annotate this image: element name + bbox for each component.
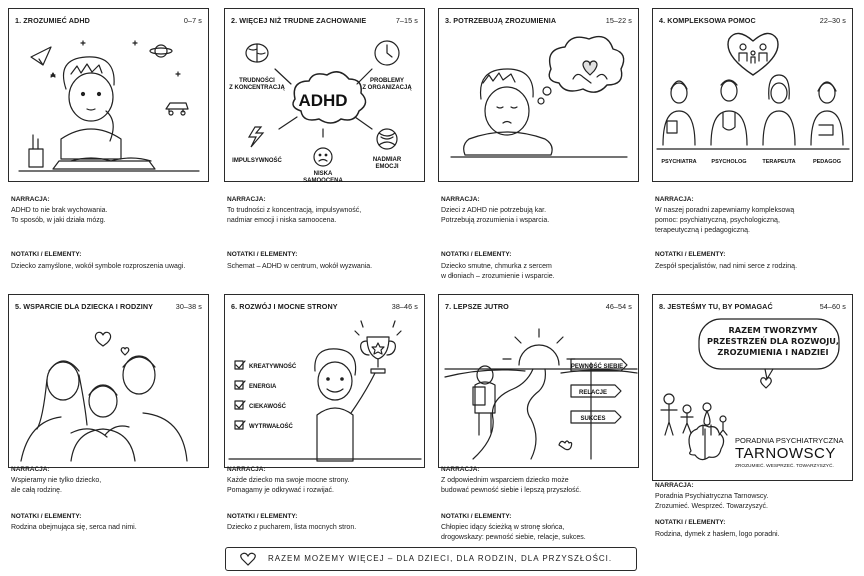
thoughtful-child-illustration xyxy=(11,29,207,179)
footer-banner xyxy=(225,547,637,571)
notes-text: Zespół specjalistów, nad nimi serce z rodziną. xyxy=(655,263,798,270)
panel-title: 3. POTRZEBUJĄ ZROZUMIENIA xyxy=(445,16,557,25)
diagram-item: IMPULSYWNOŚĆ xyxy=(232,158,282,164)
narration-label: NARRACJA: xyxy=(11,466,50,473)
narration-label: NARRACJA: xyxy=(227,466,266,473)
panel-time: 15–22 s xyxy=(605,16,632,25)
specialist-label: TERAPEUTA xyxy=(762,159,796,165)
logo-line1: PORADNIA PSYCHIATRYCZNA xyxy=(735,436,844,445)
narration-text: ADHD to nie brak wychowania. To sposób, w jaki działa mózg. xyxy=(11,207,108,224)
heart-icon xyxy=(240,552,256,566)
narration-text: W naszej poradni zapewniamy kompleksową pomoc: psychiatryczną, psychologiczną, terapeutyczną i pedagogiczną. xyxy=(655,207,795,234)
sign-label: SUKCES xyxy=(580,416,606,422)
panel-time: 38–46 s xyxy=(391,302,418,311)
narration-label: NARRACJA: xyxy=(441,196,480,203)
notes-label: NOTATKI / ELEMENTY: xyxy=(441,513,512,520)
notes-text: Dziecko zamyślone, wokół symbole rozproszenia uwagi. xyxy=(11,263,186,270)
sign-label: RELACJE xyxy=(578,390,608,396)
strength-item: KREATYWNOŚĆ xyxy=(249,364,297,370)
diagram-item: NISKA SAMOOCENA xyxy=(303,171,343,185)
strength-item: ENERGIA xyxy=(249,384,277,390)
notes-text: Chłopiec idący ścieżką w stronę słońca, drogowskazy: pewność siebie, relacje, sukces. xyxy=(441,524,586,541)
panel-frame xyxy=(652,294,853,481)
strength-item: CIEKAWOŚĆ xyxy=(249,404,287,410)
diagram-item: NADMIAR EMOCJI xyxy=(372,157,402,171)
diagram-item: TRUDNOŚCI Z KONCENTRACJĄ xyxy=(229,78,285,92)
narration-text: To trudności z koncentracją, impulsywność, nadmiar emocji i niska samoocena. xyxy=(227,207,362,224)
notes-label: NOTATKI / ELEMENTY: xyxy=(227,251,298,258)
narration-label: NARRACJA: xyxy=(441,466,480,473)
notes-label: NOTATKI / ELEMENTY: xyxy=(655,519,726,526)
narration-text: Z odpowiednim wsparciem dziecko może budować pewność siebie i lepszą przyszłość. xyxy=(441,477,582,494)
panel-time: 46–54 s xyxy=(605,302,632,311)
logo-name: TARNOWSCY xyxy=(735,445,836,462)
panel-frame xyxy=(8,8,209,182)
panel-time: 0–7 s xyxy=(183,16,202,25)
specialists-team-illustration xyxy=(655,29,851,179)
sad-child-illustration xyxy=(441,29,637,179)
panel-title: 7. LEPSZE JUTRO xyxy=(445,302,509,311)
adhd-diagram xyxy=(227,29,423,185)
panel-time: 30–38 s xyxy=(175,302,202,311)
narration-text: Wspieramy nie tylko dziecko, ale całą rodzinę. xyxy=(11,477,102,494)
child-trophy-illustration xyxy=(227,315,423,465)
notes-text: Schemat – ADHD w centrum, wokół wyzwania. xyxy=(227,263,373,270)
panel-frame xyxy=(8,294,209,468)
narration-text: Dzieci z ADHD nie potrzebują kar. Potrzebują zrozumienia i wsparcia. xyxy=(441,207,550,224)
panel-frame xyxy=(438,8,639,182)
panel-title: 1. ZROZUMIEĆ ADHD xyxy=(15,16,90,25)
narration-label: NARRACJA: xyxy=(655,482,694,489)
panel-title: 5. WSPARCIE DLA DZIECKA I RODZINY xyxy=(15,302,154,311)
panel-frame xyxy=(652,8,853,182)
panel-frame xyxy=(224,8,425,185)
narration-label: NARRACJA: xyxy=(655,196,694,203)
panel-time: 22–30 s xyxy=(819,16,846,25)
notes-text: Dziecko z pucharem, lista mocnych stron. xyxy=(227,524,357,531)
panel-time: 7–15 s xyxy=(395,16,418,25)
notes-label: NOTATKI / ELEMENTY: xyxy=(227,513,298,520)
panel-frame xyxy=(224,294,425,468)
panel-title: 6. ROZWÓJ I MOCNE STRONY xyxy=(231,302,338,311)
diagram-item: PROBLEMY Z ORGANIZACJĄ xyxy=(362,78,412,92)
path-to-future-illustration xyxy=(441,315,637,465)
panel-time: 54–60 s xyxy=(819,302,846,311)
strength-item: WYTRWAŁOŚĆ xyxy=(249,424,293,430)
narration-text: Każde dziecko ma swoje mocne strony. Pomagamy je odkrywać i rozwijać. xyxy=(227,477,350,494)
narration-text: Poradnia Psychiatryczna Tarnowscy. Zrozumieć. Wesprzeć. Towarzyszyć. xyxy=(655,493,769,510)
specialist-label: PSYCHOLOG xyxy=(711,159,747,165)
notes-text: Rodzina obejmująca się, serca nad nimi. xyxy=(11,524,137,531)
specialist-label: PSYCHIATRA xyxy=(661,159,697,165)
panel-title: 4. KOMPLEKSOWA POMOC xyxy=(659,16,756,25)
sign-label: PEWNOŚĆ SIEBIE xyxy=(570,364,624,370)
notes-label: NOTATKI / ELEMENTY: xyxy=(11,513,82,520)
notes-text: Dziecko smutne, chmurka z sercem w dłoniach – zrozumienie i wsparcie. xyxy=(441,263,555,280)
narration-label: NARRACJA: xyxy=(11,196,50,203)
panel-frame xyxy=(438,294,639,468)
logo-tagline: ZROZUMIEĆ. WESPRZEĆ. TOWARZYSZYĆ. xyxy=(735,464,834,469)
specialist-label: PEDAGOG xyxy=(812,159,842,165)
panel-title: 8. JESTEŚMY TU, BY POMAGAĆ xyxy=(659,302,773,311)
notes-label: NOTATKI / ELEMENTY: xyxy=(11,251,82,258)
slogan-bubble-text: RAZEM TWORZYMY PRZESTRZEŃ DLA ROZWOJU, ZROZUMIENIA I NADZIEI xyxy=(706,325,840,357)
notes-label: NOTATKI / ELEMENTY: xyxy=(441,251,512,258)
notes-text: Rodzina, dymek z hasłem, logo poradni. xyxy=(655,531,780,538)
narration-label: NARRACJA: xyxy=(227,196,266,203)
family-hug-illustration xyxy=(11,315,207,465)
notes-label: NOTATKI / ELEMENTY: xyxy=(655,251,726,258)
diagram-center-label: ADHD xyxy=(298,91,348,110)
footer-slogan: RAZEM MOŻEMY WIĘCEJ – DLA DZIECI, DLA RODZIN, DLA PRZYSZŁOŚCI. xyxy=(268,554,613,563)
panel-title: 2. WIĘCEJ NIŻ TRUDNE ZACHOWANIE xyxy=(231,16,367,25)
